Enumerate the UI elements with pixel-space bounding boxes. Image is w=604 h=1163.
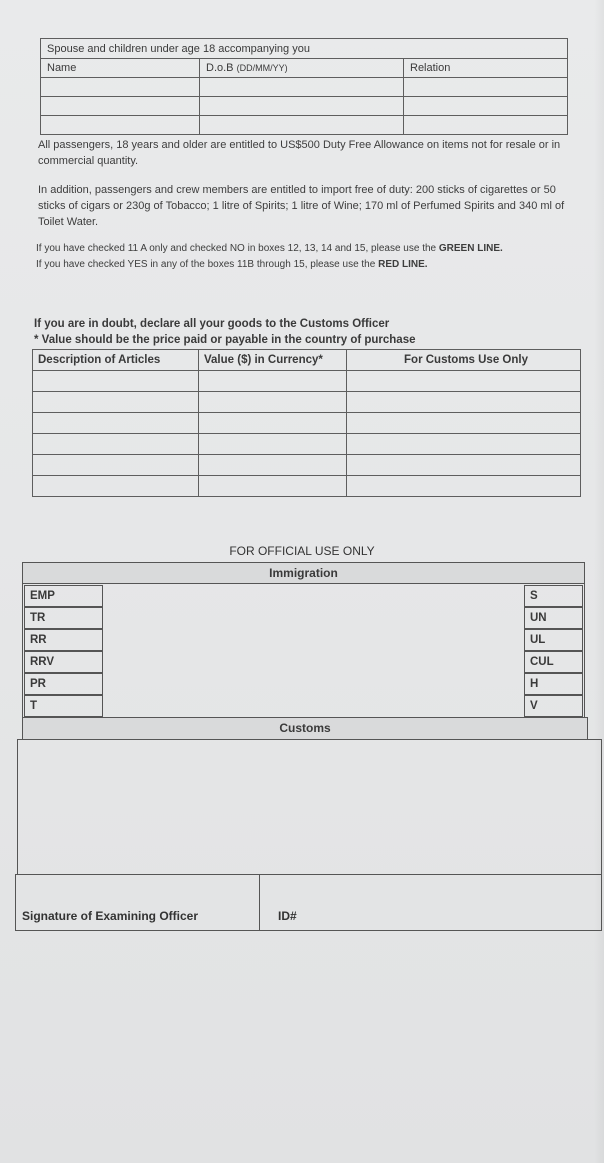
duty-free-import-text: In addition, passengers and crew members are entitled to import free of duty: 200 sticks of cigarettes or 50 sticks of cigars or 230g of Tobacco; 1 litre of Spirits; 1 litre of Wine; 170 ml of Perfumed Spirits and 340 ml of Toilet Water. — [38, 184, 565, 228]
immigration-band: Immigration — [22, 562, 585, 584]
customs-area — [17, 739, 602, 875]
code-cell-h: H — [524, 673, 583, 695]
red-line-label: RED LINE. — [378, 259, 428, 270]
spouse-name-cell[interactable] — [41, 78, 200, 97]
duty-free-allowance-text: All passengers, 18 years and older are entitled to US$500 Duty Free Allowance on items not for resale or in commercial quantity. — [38, 139, 561, 167]
article-customs-cell — [347, 434, 581, 455]
spouse-dob-cell[interactable] — [200, 78, 404, 97]
official-use-title: FOR OFFICIAL USE ONLY — [229, 544, 375, 558]
article-row — [33, 455, 581, 476]
article-customs-cell — [347, 392, 581, 413]
article-description-cell[interactable] — [33, 392, 199, 413]
code-cell-tr: TR — [24, 607, 103, 629]
code-cell-emp: EMP — [24, 585, 103, 607]
code-cell-rr: RR — [24, 629, 103, 651]
article-customs-cell — [347, 476, 581, 497]
spouse-children-table — [40, 38, 568, 135]
article-value-cell[interactable] — [199, 371, 347, 392]
code-cell-rrv: RRV — [24, 651, 103, 673]
signature-divider — [259, 874, 260, 931]
article-description-cell[interactable] — [33, 455, 199, 476]
code-cell-t: T — [24, 695, 103, 717]
page-edge-shadow — [594, 0, 604, 1163]
customs-use-column-header: For Customs Use Only — [347, 350, 581, 371]
article-row — [33, 434, 581, 455]
article-value-cell[interactable] — [199, 392, 347, 413]
dob-format: (DD/MM/YY) — [236, 63, 288, 73]
dob-column-header — [200, 59, 404, 78]
article-row — [33, 371, 581, 392]
article-value-cell[interactable] — [199, 434, 347, 455]
article-description-cell[interactable] — [33, 476, 199, 497]
name-column-header: Name — [41, 59, 200, 78]
code-cell-ul: UL — [524, 629, 583, 651]
article-description-cell[interactable] — [33, 413, 199, 434]
spouse-name-cell[interactable] — [41, 116, 200, 135]
article-customs-cell — [347, 455, 581, 476]
spouse-name-cell[interactable] — [41, 97, 200, 116]
article-description-cell[interactable] — [33, 434, 199, 455]
doubt-text: If you are in doubt, declare all your goods to the Customs Officer — [34, 318, 390, 330]
code-cell-cul: CUL — [524, 651, 583, 673]
article-value-cell[interactable] — [199, 413, 347, 434]
relation-column-header: Relation — [404, 59, 568, 78]
red-line-prefix: If you have checked YES in any of the boxes 11B through 15, please use the — [36, 259, 379, 270]
articles-table — [32, 349, 581, 497]
code-cell-pr: PR — [24, 673, 103, 695]
spouse-relation-cell[interactable] — [404, 116, 568, 135]
spouse-row — [41, 97, 568, 116]
id-label: ID# — [278, 909, 297, 923]
article-value-cell[interactable] — [199, 476, 347, 497]
code-cell-v: V — [524, 695, 583, 717]
code-cell-s: S — [524, 585, 583, 607]
value-column-header: Value ($) in Currency* — [199, 350, 347, 371]
description-column-header: Description of Articles — [33, 350, 199, 371]
customs-band: Customs — [22, 717, 588, 740]
spouse-table-title: Spouse and children under age 18 accompanying you — [41, 39, 568, 59]
immigration-area — [22, 583, 585, 718]
article-customs-cell — [347, 371, 581, 392]
spouse-relation-cell[interactable] — [404, 78, 568, 97]
article-description-cell[interactable] — [33, 371, 199, 392]
green-line-label: GREEN LINE. — [438, 243, 503, 254]
red-line-note — [36, 257, 581, 273]
article-customs-cell — [347, 413, 581, 434]
signature-label: Signature of Examining Officer — [22, 909, 199, 923]
green-line-prefix: If you have checked 11 A only and checked NO in boxes 12, 13, 14 and 15, please use the — [36, 243, 439, 254]
spouse-row — [41, 78, 568, 97]
declare-notice — [34, 316, 416, 348]
spouse-row — [41, 116, 568, 135]
value-note: * Value should be the price paid or payable in the country of purchase — [34, 334, 416, 346]
spouse-dob-cell[interactable] — [200, 97, 404, 116]
code-cell-un: UN — [524, 607, 583, 629]
article-value-cell[interactable] — [199, 455, 347, 476]
spouse-relation-cell[interactable] — [404, 97, 568, 116]
article-row — [33, 413, 581, 434]
dob-label: D.o.B (DD/MM/YY) — [206, 62, 288, 74]
article-row — [33, 476, 581, 497]
article-row — [33, 392, 581, 413]
green-line-note — [36, 241, 581, 257]
spouse-dob-cell[interactable] — [200, 116, 404, 135]
